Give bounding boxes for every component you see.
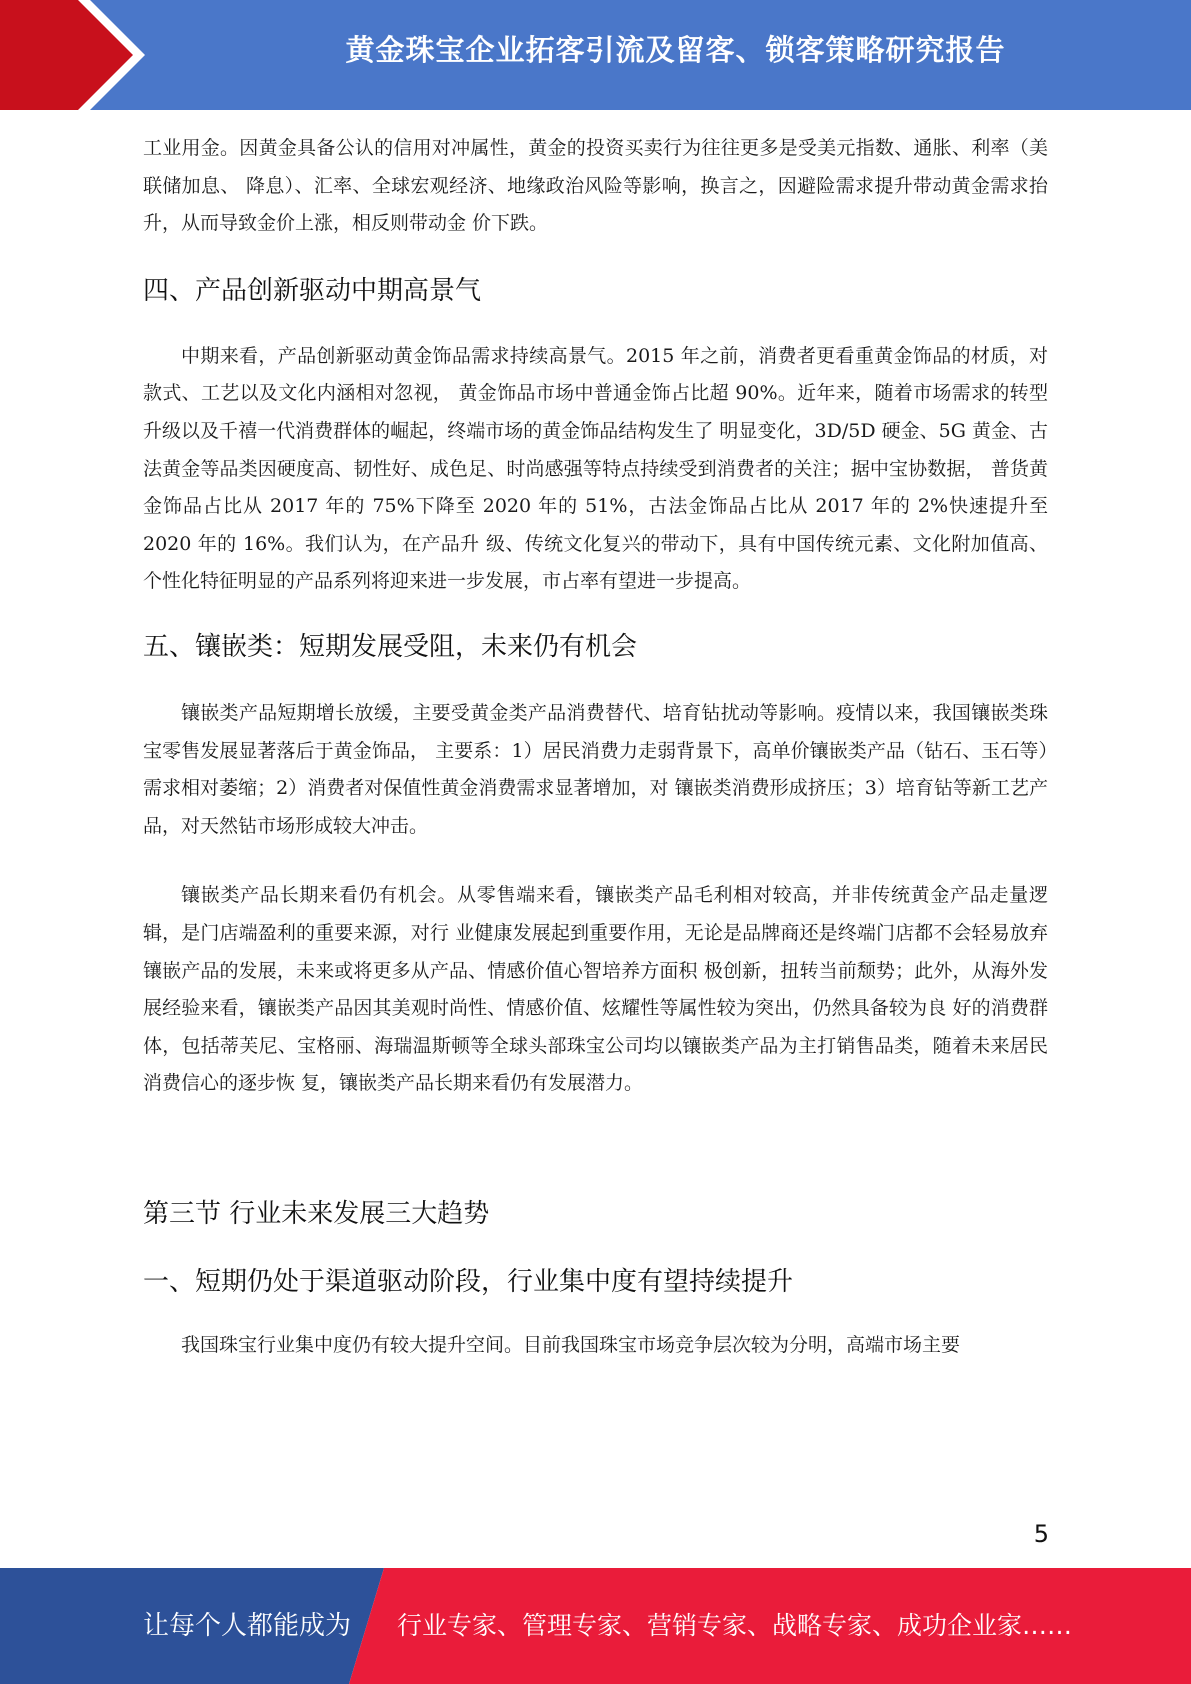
footer-slogan-right: 行业专家、管理专家、营销专家、战略专家、成功企业家……: [397, 1611, 1073, 1640]
subsection-1-paragraph: 我国珠宝行业集中度仍有较大提升空间。目前我国珠宝市场竞争层次较为分明，高端市场主要: [181, 1333, 961, 1356]
section-4-paragraph: 中期来看，产品创新驱动黄金饰品需求持续高景气。2015 年之前，消费者更看重黄金饰品的材质，对款式、工艺以及文化内涵相对忽视， 黄金饰品市场中普通金饰占比超 90%。近年来，随着市场需求的转型升级以及千禧一代消费群体的崛起，终端市场的黄金饰品结构发生了 明显变化，3D/5D 硬金、5G 黄金、古法黄金等品类因硬度高、韧性好、成色足、时尚感强等特点持续受到消费者的关注；据中宝协数据， 普货黄金饰品占比从 2017 年的 75%下降至 2020 年的 51%，古法金饰品占比从 2017 年的 2%快速提升至 2020 年的 16%。我们认为，在产品升 级、传统文化复兴的带动下，具有中国传统元素、文化附加值高、个性化特征明显的产品系列将迎来进一步发展，市占率有望进一步提高。: [143, 344, 1048, 593]
page-footer: [0, 1568, 1191, 1684]
page-number: 5: [1033, 1520, 1049, 1548]
report-title: 黄金珠宝企业拓客引流及留客、锁客策略研究报告: [345, 33, 1006, 67]
page-header: [0, 0, 1191, 110]
section-heading-5: 五、镶嵌类：短期发展受阻，未来仍有机会: [143, 631, 638, 662]
continued-paragraph: 工业用金。因黄金具备公认的信用对冲属性，黄金的投资买卖行为往往更多是受美元指数、通胀、利率（美联储加息、 降息）、汇率、全球宏观经济、地缘政治风险等影响，换言之，因避险需求提升带动黄金需求抬升，从而导致金价上涨，相反则带动金 价下跌。: [143, 137, 1048, 235]
subsection-heading-1: 一、短期仍处于渠道驱动阶段，行业集中度有望持续提升: [143, 1266, 794, 1297]
section-heading-4: 四、产品创新驱动中期高景气: [143, 275, 482, 306]
header-arrow-icon: [0, 0, 160, 110]
document-body: [143, 128, 1048, 1364]
section-5-paragraph-2: 镶嵌类产品长期来看仍有机会。从零售端来看，镶嵌类产品毛利相对较高，并非传统黄金产品走量逻辑，是门店端盈利的重要来源，对行 业健康发展起到重要作用，无论是品牌商还是终端门店都不会轻易放弃镶嵌产品的发展，未来或将更多从产品、情感价值心智培养方面积 极创新，扭转当前颓势；此外，从海外发展经验来看，镶嵌类产品因其美观时尚性、情感价值、炫耀性等属性较为突出，仍然具备较为良 好的消费群体，包括蒂芙尼、宝格丽、海瑞温斯顿等全球头部珠宝公司均以镶嵌类产品为主打销售品类，随着未来居民消费信心的逐步恢 复，镶嵌类产品长期来看仍有发展潜力。: [143, 884, 1048, 1095]
section-5-paragraph-1: 镶嵌类产品短期增长放缓，主要受黄金类产品消费替代、培育钻扰动等影响。疫情以来，我国镶嵌类珠宝零售发展显著落后于黄金饰品， 主要系：1）居民消费力走弱背景下，高单价镶嵌类产品（钻石、玉石等）需求相对萎缩；2）消费者对保值性黄金消费需求显著增加，对 镶嵌类消费形成挤压；3）培育钻等新工艺产品，对天然钻市场形成较大冲击。: [143, 701, 1048, 837]
chapter-heading: 第三节 行业未来发展三大趋势: [143, 1198, 490, 1229]
footer-slogan-left: 让每个人都能成为: [143, 1611, 352, 1641]
